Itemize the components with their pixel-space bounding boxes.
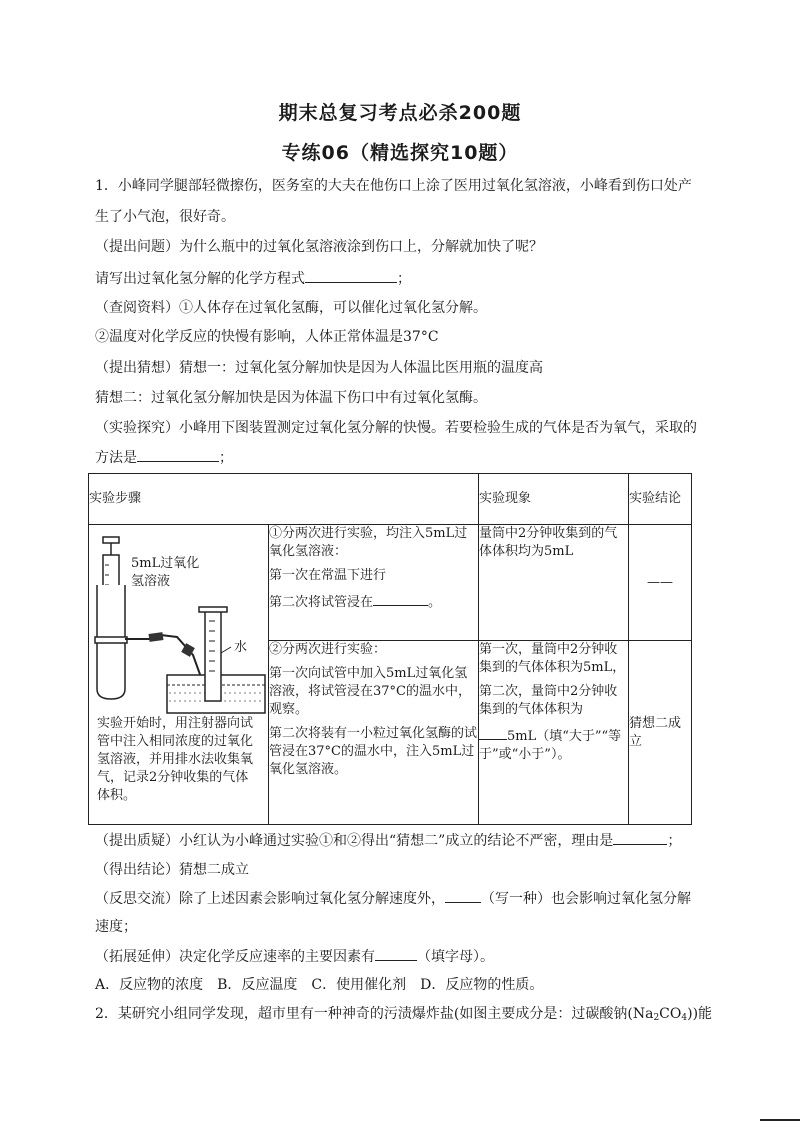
page-subtitle: 专练06（精选探究10题） bbox=[281, 142, 519, 164]
experiment-table bbox=[88, 473, 692, 825]
doubt-text: （提出质疑）小红认为小峰通过实验①和②得出“猜想二”成立的结论不严密，理由是 bbox=[95, 833, 614, 849]
step1-second-end: 。 bbox=[428, 595, 442, 610]
conclusion1-blank[interactable]: —— bbox=[647, 574, 674, 590]
step1-second-text: 第二次将试管浸在 bbox=[269, 595, 374, 610]
extend-text: （拓展延伸）决定化学反应速率的主要因素有 bbox=[95, 949, 375, 965]
header-steps: 实验步骤 bbox=[89, 474, 479, 525]
header-phenomenon: 实验现象 bbox=[479, 474, 629, 525]
step1-first: 第一次在常温下进行 bbox=[269, 568, 387, 583]
water-label: 水 bbox=[234, 640, 248, 655]
extend-hint: （填字母）。 bbox=[417, 949, 494, 965]
step1-intro: ①分两次进行实验，均注入5mL过氧化氢溶液： bbox=[269, 526, 468, 559]
q1-conclusion: （得出结论）猜想二成立 bbox=[95, 862, 249, 878]
q1-equation-line bbox=[95, 268, 720, 289]
q1-extend bbox=[95, 946, 720, 967]
apparatus-figure bbox=[89, 525, 269, 715]
apparatus-caption: 实验开始时，用注射器向试管中注入相同浓度的过氧化氢溶液，并用排水法收集氧气，记录2分钟收集的气体体积。 bbox=[97, 716, 254, 803]
q2-subscript-4: 4 bbox=[681, 1013, 688, 1023]
table-header-row bbox=[89, 474, 692, 525]
phenomenon2-fill-hint: 5mL（填“大于”“等于”或“小于”）。 bbox=[479, 729, 622, 762]
phenomenon1-cell bbox=[479, 525, 629, 641]
q1-info1: （查阅资料）①人体存在过氧化氢酶，可以催化过氧化氢分解。 bbox=[95, 300, 487, 316]
q1-doubt bbox=[95, 830, 720, 851]
q1-reflect bbox=[95, 888, 720, 909]
q1-info2: ②温度对化学反应的快慢有影响，人体正常体温是37°C bbox=[95, 329, 439, 345]
step2-cell bbox=[269, 641, 479, 825]
q1-explore-line2 bbox=[95, 447, 720, 468]
doubt-blank[interactable] bbox=[613, 830, 667, 845]
equation-prompt: 请写出过氧化氢分解的化学方程式 bbox=[95, 271, 305, 287]
reflect-blank[interactable] bbox=[445, 888, 481, 903]
explore-method-end: ； bbox=[219, 450, 233, 466]
q1-hyp1: （提出猜想）猜想一：过氧化氢分解加快是因为人体温比医用瓶的温度高 bbox=[95, 360, 543, 376]
step1-second bbox=[269, 591, 478, 612]
page-title: 期末总复习考点必杀200题 bbox=[278, 102, 522, 124]
q2-intro bbox=[95, 1004, 720, 1028]
doubt-end: ； bbox=[667, 833, 682, 849]
q1-question: （提出问题）为什么瓶中的过氧化氢溶液涂到伤口上，分解就加快了呢？ bbox=[95, 239, 543, 255]
apparatus-diagram bbox=[89, 525, 269, 715]
phenomenon1-text: 量筒中2分钟收集到的气体体积均为5mL bbox=[479, 526, 618, 559]
q1-reflect-cont: 速度； bbox=[95, 919, 137, 935]
method-blank[interactable] bbox=[137, 447, 219, 462]
phenomenon2-blank-line bbox=[479, 725, 628, 764]
conclusion2-cell: 猜想二成立 bbox=[629, 641, 692, 825]
explore-method-label: 方法是 bbox=[95, 450, 137, 466]
phenomenon2-cell bbox=[479, 641, 629, 825]
q2-text-b: ))能 bbox=[687, 1006, 713, 1022]
q1-options: A．反应物的浓度 B．反应温度 C．使用催化剂 D．反应物的性质。 bbox=[95, 977, 544, 993]
q2-co: CO bbox=[659, 1006, 682, 1022]
syringe-label: 5mL过氧化氢溶液 bbox=[131, 556, 200, 589]
phenomenon2-second: 第二次，量筒中2分钟收集到的气体体积为 bbox=[479, 684, 618, 717]
apparatus-cell bbox=[89, 525, 269, 825]
step2-intro: ②分两次进行实验： bbox=[269, 642, 387, 657]
step1-cell bbox=[269, 525, 479, 641]
step1-blank[interactable] bbox=[373, 591, 428, 606]
extend-blank[interactable] bbox=[375, 946, 417, 961]
step2-first: 第一次向试管中加入5mL过氧化氢溶液，将试管浸在37°C的温水中，观察。 bbox=[269, 666, 471, 717]
q2-text-a: 2．某研究小组同学发现，超市里有一种神奇的污渍爆炸盐(如图主要成分是：过碳酸钠(Na bbox=[95, 1006, 654, 1022]
step2-second: 第二次将装有一小粒过氧化氢酶的试管浸在37°C的温水中，注入5mL过氧化氢溶液。 bbox=[269, 726, 478, 777]
conclusion1-cell bbox=[629, 525, 692, 641]
phenomenon2-blank[interactable] bbox=[479, 725, 507, 740]
q1-hyp2: 猜想二：过氧化氢分解加快是因为体温下伤口中有过氧化氢酶。 bbox=[95, 390, 487, 406]
phenomenon2-first: 第一次，量筒中2分钟收集到的气体体积为5mL， bbox=[479, 642, 626, 675]
reflect-text-a: （反思交流）除了上述因素会影响过氧化氢分解速度外， bbox=[95, 891, 445, 907]
q1-intro-line2: 生了小气泡，很好奇。 bbox=[95, 209, 235, 225]
header-conclusion: 实验结论 bbox=[629, 474, 692, 525]
equation-end: ； bbox=[397, 271, 411, 287]
q1-intro-line1: 1．小峰同学腿部轻微擦伤，医务室的大夫在他伤口上涂了医用过氧化氢溶液，小峰看到伤口处产 bbox=[95, 178, 692, 194]
q1-explore-line1: （实验探究）小峰用下图装置测定过氧化氢分解的快慢。若要检验生成的气体是否为氧气，采取的 bbox=[95, 420, 697, 436]
reflect-text-b: （写一种）也会影响过氧化氢分解 bbox=[481, 891, 691, 907]
table-row bbox=[89, 525, 692, 641]
equation-blank[interactable] bbox=[305, 268, 397, 283]
q2-subscript-2: 2 bbox=[653, 1013, 660, 1023]
footer-rule bbox=[760, 1119, 800, 1121]
